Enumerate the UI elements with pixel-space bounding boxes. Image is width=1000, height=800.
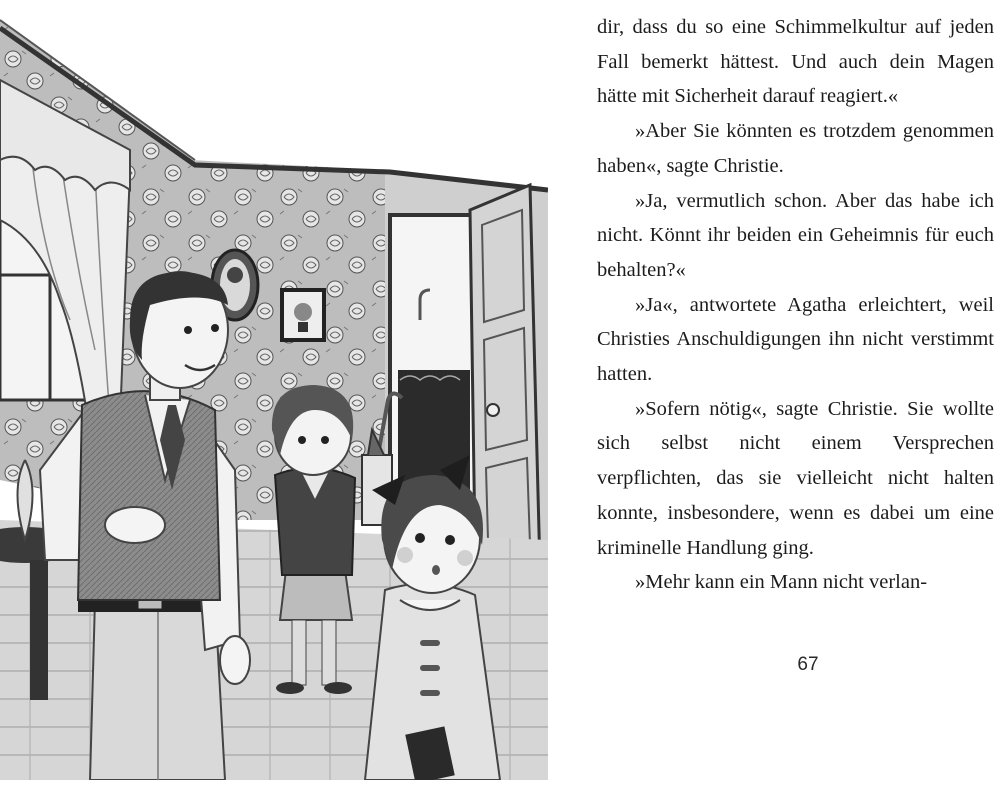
paragraph-6: »Mehr kann ein Mann nicht verlan- xyxy=(635,571,928,594)
paragraph-1: dir, dass du so eine Schimmelkultur auf jeden Fall bemerkt hättest. Und auch dein Magen hätte mit Sicherheit darauf reagiert.« xyxy=(597,16,994,108)
paragraph-4: »Ja«, antwortete Agatha erleichtert, weil Christies Anschuldigungen ihn nicht verstimmt hatten. xyxy=(597,293,994,386)
page-number: 67 xyxy=(797,654,819,675)
paragraph-2: »Aber Sie könnten es trotzdem genommen haben«, sagte Christie. xyxy=(597,120,994,177)
paragraph-5: »Sofern nötig«, sagte Christie. Sie wollte sich selbst nicht einem Versprechen verpflichten, das sie vielleicht nicht halten konnte, insbesondere, wenn es dabei um eine kriminelle Handlung ging. xyxy=(597,397,994,559)
paragraph-3: »Ja, vermutlich schon. Aber das habe ich nicht. Könnt ihr beiden ein Geheimnis für euch behalten?« xyxy=(597,189,994,281)
text-column xyxy=(597,10,994,600)
